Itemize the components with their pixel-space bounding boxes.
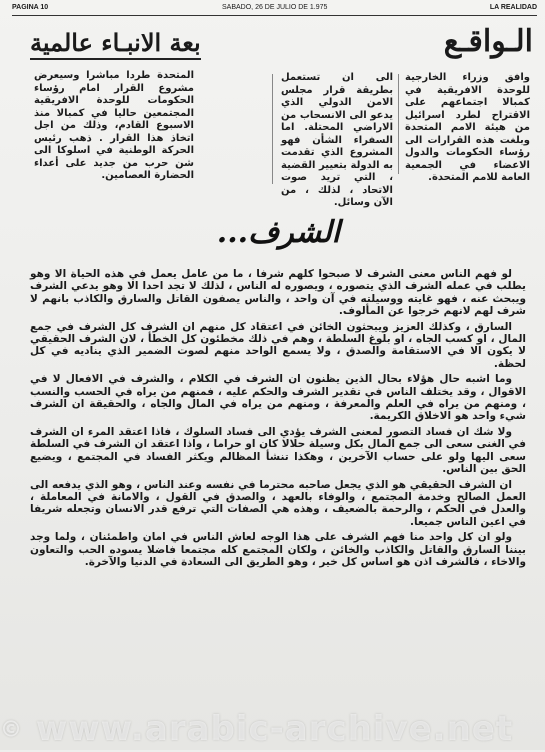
- news-column-1: وافق وزراء الخارجية للوحدة الافريقية في كمبالا اجتماعهم على الاقتراح لطرد اسرائيل من هيئة الامم المتحدة وبلغت هذه القرارات الى رؤساء الحكومات والدول الاعضاء في الجمعية العامة للامم المتحدة.: [405, 72, 530, 183]
- news-column-2: الى ان تستعمل بطريقة قرار مجلس الامن الدولي الذي يدعو الى الانسحاب من الاراضي المحتلة. اما السفراء الشأن فهو المشروع الذي تقدمت به الدولة بتعيير القضية ، التي تريد صوت الاتحاد ، لذلك ، من الآن وسائل.: [281, 72, 393, 208]
- article-paragraph: وما اشبه حال هؤلاء بحال الذين يظنون ان الشرف في الكلام ، والشرف في الافعال لا في الاقوال ، وقد يختلف الناس في تقدير الشرف والحكم عليه ، فمنهم من يراه في الحسب والنسب ، ومنهم من يراه في العلم والمعرفة ، ومنهم من يراه في المال والجاه ، والحقيقة ان الشرف شيء واحد هو الاخلاق الكريمة.: [30, 373, 526, 423]
- column-divider: [272, 74, 273, 184]
- article-body: [30, 268, 526, 736]
- headline-reality: الـواقـع: [443, 24, 533, 59]
- copyright-icon: ©: [0, 717, 23, 743]
- page-header: [12, 3, 537, 16]
- newspaper-name: LA REALIDAD: [489, 4, 537, 11]
- article-paragraph: السارق ، وكذلك العزيز ويبحثون الخائن في اعتقاد كل منهم ان الشرف كل الشرف في جمع المال ، او كسب الجاه ، او بلوغ السلطة ، وهم في ذلك مخطئون كل الخطأ ، لان الشرف الحقيقي لا يكون الا في الاستقامة والصدق ، ولا يسمع الواحد منهم لصوت الضمير الذي يناديه في كل لحظة.: [30, 320, 526, 370]
- column-divider: [398, 74, 399, 174]
- news-column-3: المتحدة طردا مباشرا وسيعرض مشروع القرار امام رؤساء الحكومات للوحدة الافريقية المجتمعين حاليا في كمبالا منذ الاسبوع القادم، وذلك من اجل اتخاذ هذا القرار . ذهب رئيس الحركة الوطنية في اسلوكا الى شن حرب من جديد على أعداء الحضارة العصامين.: [34, 70, 194, 181]
- issue-date: SABADO, 26 DE JULIO DE 1.975: [222, 4, 328, 11]
- site-watermark: [0, 708, 545, 750]
- headline-world-news: بعة الانبـاء عالمية: [30, 28, 201, 57]
- article-title: الشرف...: [216, 215, 340, 250]
- article-paragraph: لو فهم الناس معنى الشرف لا صبحوا كلهم شرفا ، ما من عامل يعمل في هذه الحياة الا وهو يطلب في عمله الشرف الذي يتصوره ، ويصوره له الناس ، لذلك لا تجد احدا الا وهو يدعي الشرف ويبحث عنه ، فهو غايته ووسيلته في آن واحد ، والناس يصفون القاتل والسارق والكاذب بانهم لا شرف لهم لانهم خرجوا عن المألوف.: [30, 268, 526, 318]
- article-paragraph: ان الشرف الحقيقي هو الذي يجعل صاحبه محترما في نفسه وعند الناس ، وهو الذي يدفعه الى العمل الصالح وخدمة المجتمع ، والوفاء بالعهد ، والصدق في القول ، والامانة في المعاملة ، والعدل في الحكم ، والرحمة بالضعيف ، وهذه هي الصفات التي ترفع قدر الانسان وتجعله شريفا في اعين الناس جميعا.: [30, 478, 526, 528]
- watermark-text: www.arabic-archive.net: [35, 709, 514, 749]
- article-paragraph: ولا شك ان فساد التصور لمعنى الشرف يؤدي الى فساد السلوك ، فاذا اعتقد المرء ان الشرف في الغنى سعى الى جمع المال بكل وسيلة حلالا كان او حراما ، واذا اعتقد ان الشرف في السلطة سعى اليها ولو على حساب الآخرين ، وهكذا تنشأ المظالم ويكثر الفساد في المجتمع ، ويضيع الحق بين الناس.: [30, 425, 526, 476]
- page-number-label: PAGINA 10: [12, 4, 49, 11]
- article-paragraph: ولو ان كل واحد منا فهم الشرف على هذا الوجه لعاش الناس في امان واطمئنان ، ولما وجد بيننا السارق والقاتل والكاذب والخائن ، ولكان المجتمع كله مجتمعا فاضلا يسوده الحب والتعاون والاخاء ، فالشرف اذن هو اساس كل خير ، وهو الطريق الى السعادة في الدنيا والآخرة.: [30, 531, 526, 568]
